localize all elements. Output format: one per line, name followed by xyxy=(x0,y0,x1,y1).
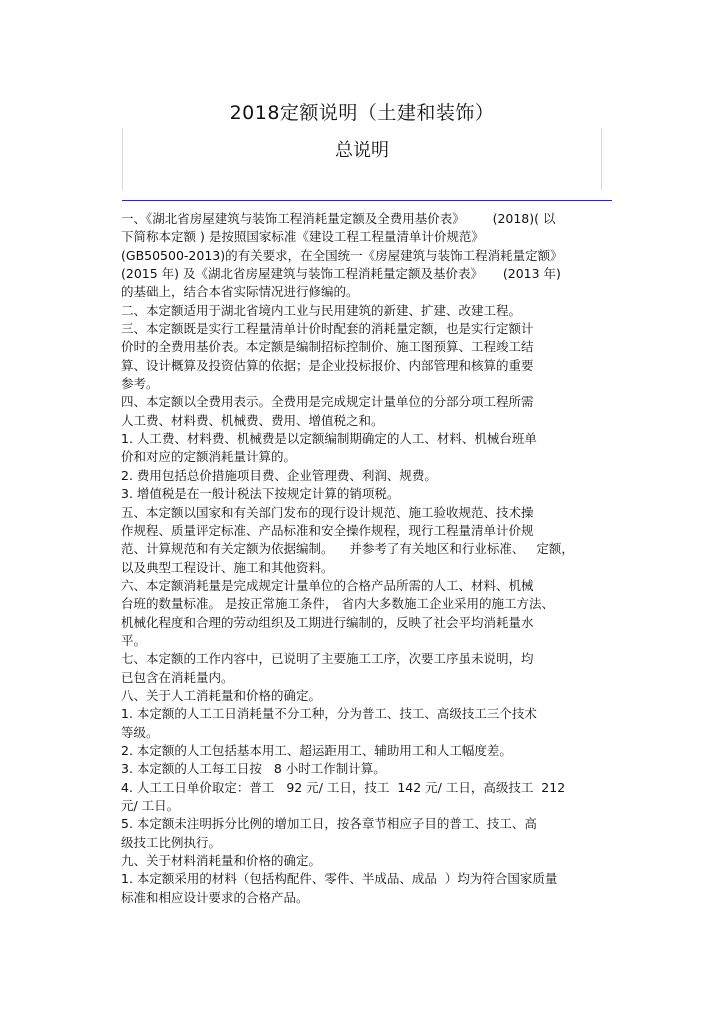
text-line: 标准和相应设计要求的合格产品。 xyxy=(121,889,309,905)
text-line: 以及典型工程设计、施工和其他资料。 xyxy=(121,559,334,575)
text-line: 4. 人工工日单价取定：普工 92 元/ 工日，技工 142 元/ 工日，高级技工 212 xyxy=(121,779,566,795)
section-title: 总说明 xyxy=(335,140,389,161)
text-line: 3. 本定额的人工每工日按 8 小时工作制计算。 xyxy=(121,761,386,777)
text-line: 二、本定额适用于湖北省境内工业与民用建筑的新建、扩建、改建工程。 xyxy=(121,302,522,318)
text-line: 价时的全费用基价表。本定额是编制招标控制价、施工图预算、工程竣工结 xyxy=(121,339,534,355)
text-line: 一、《湖北省房屋建筑与装饰工程消耗量定额及全费用基价表》 (2018)( 以 xyxy=(121,211,556,226)
text-line: 2. 本定额的人工包括基本用工、超运距用工、辅助用工和人工幅度差。 xyxy=(121,742,512,758)
text-line: 算、设计概算及投资估算的依据；是企业投标报价、内部管理和核算的重要 xyxy=(121,357,534,373)
text-line: 1. 本定额采用的材料（包括构配件、零件、半成品、成品 ）均为符合国家质量 xyxy=(121,871,558,887)
text-line: 四、本定额以全费用表示。全费用是完成规定计量单位的分部分项工程所需 xyxy=(121,394,534,410)
text-line: 作规程、质量评定标准、产品标准和安全操作规程，现行工程量清单计价规 xyxy=(121,522,534,538)
text-line: 的基础上，结合本省实际情况进行修编的。 xyxy=(121,284,359,300)
text-line: 级技工比例执行。 xyxy=(121,834,222,850)
text-line: (GB50500-2013)的有关要求，在全国统一《房屋建筑与装饰工程消耗量定额》 xyxy=(121,247,563,263)
text-line: 3. 增值税是在一般计税法下按规定计算的销项税。 xyxy=(121,486,400,502)
text-line: (2015 年) 及《湖北省房屋建筑与装饰工程消耗量定额及基价表》 (2013 年) xyxy=(121,266,561,282)
text-line: 六、本定额消耗量是完成规定计量单位的合格产品所需的人工、材料、机械 xyxy=(121,577,534,593)
text-line: 已包含在消耗量内。 xyxy=(121,669,234,685)
text-line xyxy=(121,907,611,925)
text-line: 三、本定额既是实行工程量清单计价时配套的消耗量定额，也是实行定额计 xyxy=(121,321,534,337)
text-line: 2. 费用包括总价措施项目费、企业管理费、利润、规费。 xyxy=(121,467,437,483)
text-line: 价和对应的定额消耗量计算的。 xyxy=(121,449,297,465)
header-divider xyxy=(122,200,612,201)
text-line: 1. 人工费、材料费、机械费是以定额编制期确定的人工、材料、机械台班单 xyxy=(121,431,537,447)
text-line: 范、计算规范和有关定额为依据编制。 并参考了有关地区和行业标准、 定额， xyxy=(121,541,574,557)
text-line: 5. 本定额未注明拆分比例的增加工日，按各章节相应子目的普工、技工、高 xyxy=(121,816,537,832)
text-line: 元/ 工日。 xyxy=(121,798,180,813)
text-line: 等级。 xyxy=(121,724,159,740)
text-line: 参考。 xyxy=(121,376,159,392)
text-line: 七、本定额的工作内容中，已说明了主要施工工序，次要工序虽未说明，均 xyxy=(121,651,534,667)
document-body xyxy=(121,210,611,925)
text-line: 八、关于人工消耗量和价格的确定。 xyxy=(121,687,322,703)
text-line: 机械化程度和合理的劳动组织及工期进行编制的，反映了社会平均消耗量水 xyxy=(121,614,534,630)
text-line: 五、本定额以国家和有关部门发布的现行设计规范、施工验收规范、技术操 xyxy=(121,504,534,520)
text-line: 平。 xyxy=(121,632,147,648)
text-line: 九、关于材料消耗量和价格的确定。 xyxy=(121,853,322,869)
document-title: 2018定额说明（土建和装饰） xyxy=(229,102,495,124)
text-line: 人工费、材料费、机械费、费用、增值税之和。 xyxy=(121,412,384,428)
text-line: 台班的数量标准。 是按正常施工条件， 省内大多数施工企业采用的施工方法、 xyxy=(121,596,554,612)
text-line: 下简称本定额 ) 是按照国家标准《建设工程工程量清单计价规范》 xyxy=(121,229,484,245)
text-line: 1. 本定额的人工工日消耗量不分工种，分为普工、技工、高级技工三个技术 xyxy=(121,706,537,722)
